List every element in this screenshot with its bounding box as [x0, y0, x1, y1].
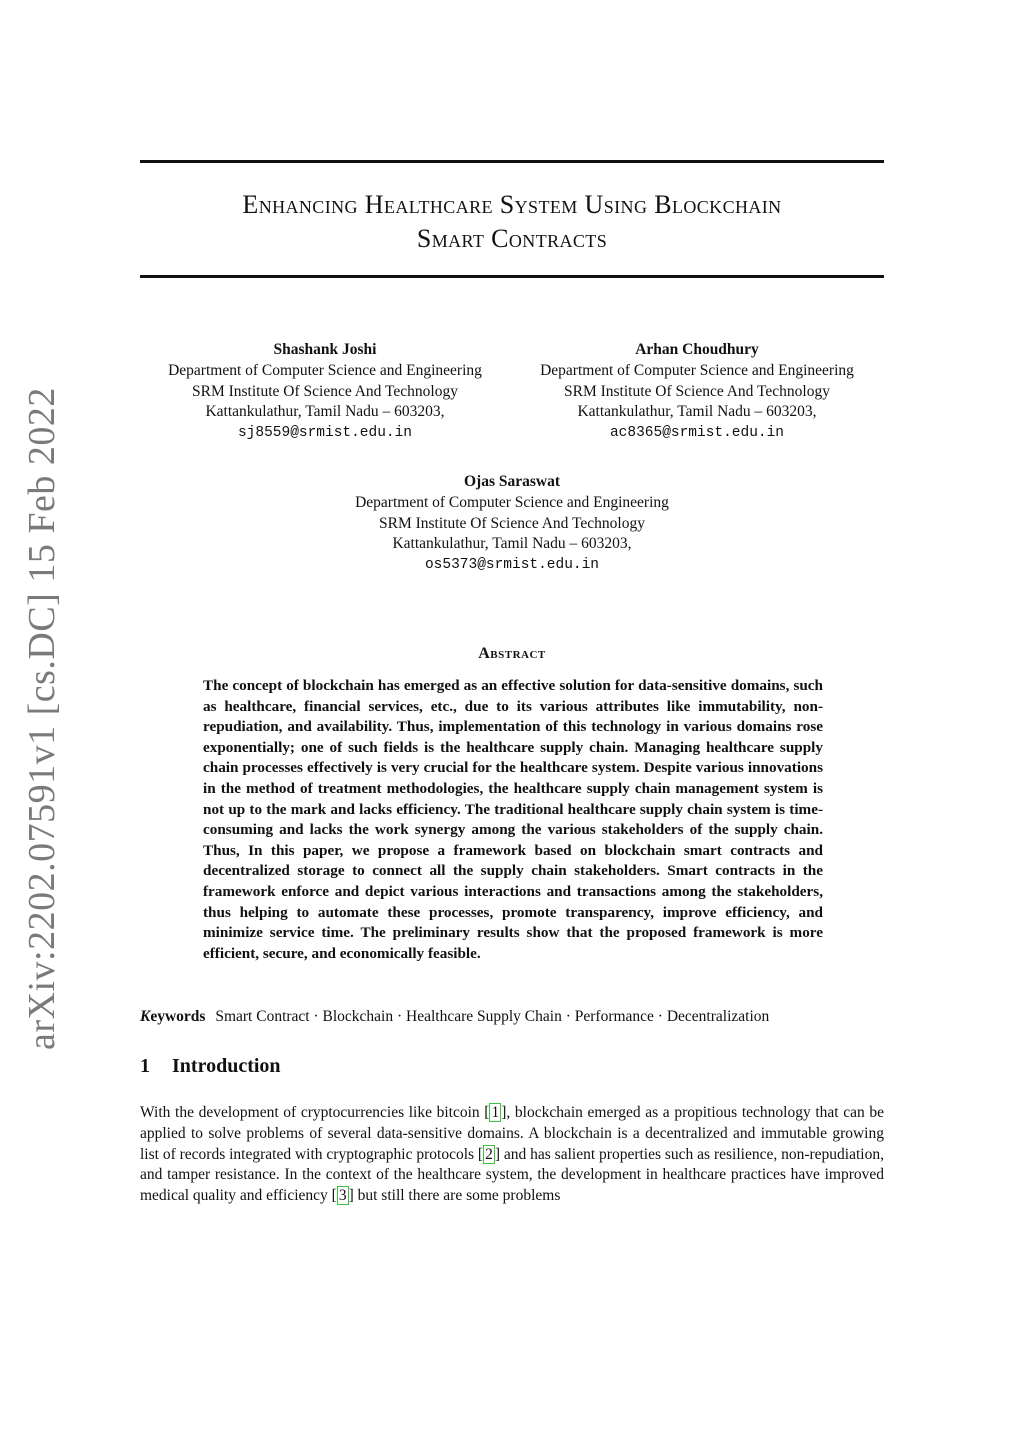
author-block-1: [145, 340, 505, 444]
keywords-line: [140, 1007, 884, 1027]
title-line-2: Smart Contracts: [416, 224, 608, 253]
keywords-label: [140, 1008, 205, 1025]
abstract-text: The concept of blockchain has emerged as an effective solution for data-sensitive domains, such as healthcare, financial services, etc., due to its various attributes like immutability, non-repudiation, and availability. Thus, implementation of this technology in various domains rose exponentially; one of such fields is the healthcare supply chain. Managing healthcare supply chain processes effectively is very crucial for the healthcare system. Despite various innovations in the method of treatment methodologies, the healthcare supply chain management system is not up to the mark and lacks efficiency. The traditional healthcare supply chain system is time-consuming and lacks the work synergy among the various stakeholders of the supply chain. Thus, In this paper, we propose a framework based on blockchain smart contracts and decentralized storage to connect all the supply chain stakeholders. Smart contracts in the framework enforce and depict various interactions and transactions among the stakeholders, thus helping to automate these processes, promote transparency, improve efficiency, and minimize service time. The preliminary results show that the proposed framework is more efficient, secure, and economically feasible.: [203, 677, 823, 962]
author-email[interactable]: ac8365@srmist.edu.in: [609, 425, 785, 442]
author-name: Arhan Choudhury: [635, 341, 759, 358]
intro-text-3: ] and has salient properties such as resilience, non-repudiation, and tamper resistance. In the context of the healthcare system, the development in healthcare practices have improved medical quality and efficiency [: [140, 1145, 884, 1205]
citation-link[interactable]: 2: [485, 1145, 493, 1163]
author-institute: SRM Institute Of Science And Technology: [192, 382, 458, 400]
intro-text-1: With the development of cryptocurrencies like bitcoin [: [140, 1104, 490, 1121]
intro-text-2: ], blockchain emerged as a propitious technology that can be applied to solve problems of several data-sensitive domains. A blockchain is a decentralized and immutable growing list of records integrated with cryptographic protocols [: [140, 1104, 884, 1163]
section-title: Introduction: [172, 1055, 281, 1077]
paper-title: [140, 188, 884, 256]
author-email[interactable]: sj8559@srmist.edu.in: [237, 425, 413, 442]
intro-text-4: ] but still there are some problems: [348, 1187, 561, 1205]
author-location: Kattankulathur, Tamil Nadu – 603203,: [392, 535, 632, 553]
author-department: Department of Computer Science and Engineering: [168, 361, 482, 379]
author-block-2: [517, 340, 877, 444]
section-number: 1: [140, 1055, 150, 1077]
keywords-list: Smart Contract · Blockchain · Healthcare Supply Chain · Performance · Decentralization: [215, 1008, 770, 1025]
title-bottom-rule: [140, 275, 884, 278]
author-block-3: [332, 472, 692, 576]
author-location: Kattankulathur, Tamil Nadu – 603203,: [577, 403, 817, 421]
abstract-heading: Abstract: [478, 645, 546, 662]
keywords-label-initial: K: [140, 1008, 151, 1025]
author-email[interactable]: os5373@srmist.edu.in: [424, 557, 600, 574]
introduction-paragraph: [140, 1103, 884, 1207]
author-institute: SRM Institute Of Science And Technology: [564, 382, 830, 400]
title-top-rule: [140, 160, 884, 163]
keywords-label-rest: eywords: [150, 1008, 206, 1025]
author-department: Department of Computer Science and Engineering: [355, 493, 669, 511]
author-department: Department of Computer Science and Engineering: [540, 361, 854, 379]
title-line-1: Enhancing Healthcare System Using Blockchain: [242, 190, 782, 219]
arxiv-identifier-stamp[interactable]: arXiv:2202.07591v1 [cs.DC] 15 Feb 2022: [21, 387, 63, 1050]
citation-link[interactable]: 1: [491, 1104, 500, 1121]
author-location: Kattankulathur, Tamil Nadu – 603203,: [205, 403, 445, 421]
author-name: Shashank Joshi: [273, 341, 377, 358]
section-heading-introduction: [140, 1055, 281, 1078]
author-institute: SRM Institute Of Science And Technology: [379, 514, 645, 532]
author-name: Ojas Saraswat: [463, 473, 560, 490]
citation-link[interactable]: 3: [338, 1187, 347, 1205]
